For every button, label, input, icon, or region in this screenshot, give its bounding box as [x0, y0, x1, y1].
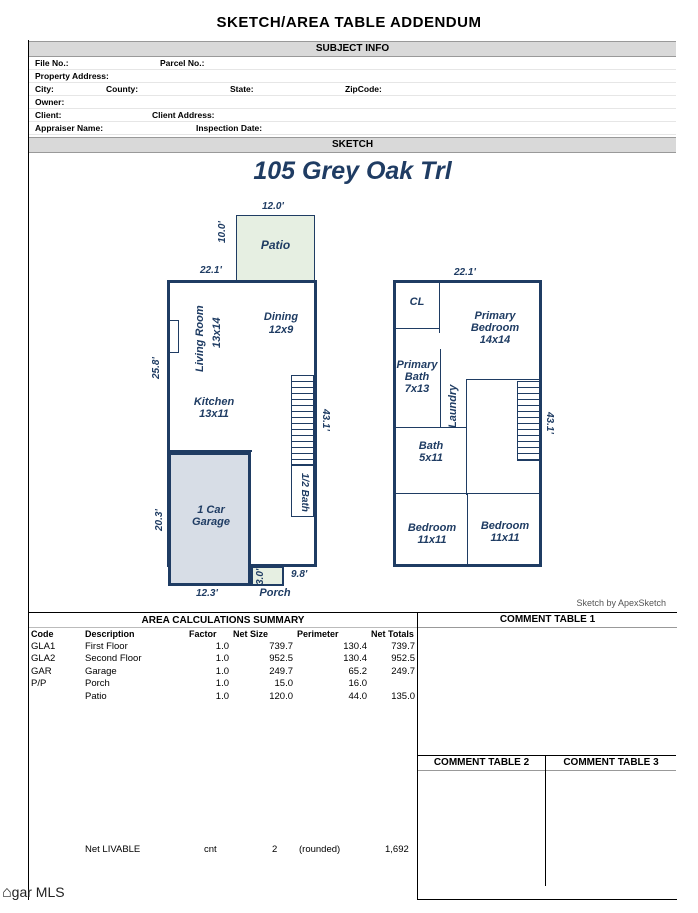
- file-no-label: File No.:: [35, 58, 69, 68]
- wall-bedrooms-split: [467, 493, 468, 564]
- sketch-address: 105 Grey Oak Trl: [253, 157, 452, 185]
- living-room-size: 13x14: [211, 317, 223, 349]
- stairs-second: [517, 381, 540, 461]
- cell-factor: 1.0: [215, 665, 229, 677]
- inspection-date-label: Inspection Date:: [196, 123, 263, 133]
- cl-label: CL: [409, 296, 425, 308]
- area-summary-header-row: [29, 628, 417, 640]
- comment-table-1-title: COMMENT TABLE 1: [418, 613, 677, 628]
- cell-perimeter: 16.0: [348, 678, 367, 690]
- county-label: County:: [106, 84, 139, 94]
- wall-cl-bottom: [396, 328, 440, 329]
- cell-factor: 1.0: [215, 690, 229, 702]
- appraiser-label: Appraiser Name:: [35, 123, 104, 133]
- subject-info-section: [29, 41, 676, 153]
- garage-label-2: Garage: [192, 516, 230, 528]
- comment-table-3-title: COMMENT TABLE 3: [546, 756, 676, 771]
- cell-net-size: 952.5: [269, 653, 293, 665]
- cell-net-total: 135.0: [391, 690, 415, 702]
- porch-height-dim: 3.0': [255, 568, 266, 585]
- second-right-dim: 43.1': [544, 412, 555, 434]
- cell-factor: 1.0: [215, 678, 229, 690]
- cell-code: GLA2: [31, 653, 56, 665]
- bedroom-a-label: Bedroom: [407, 522, 457, 534]
- client-label: Client:: [35, 110, 62, 120]
- net-livable-rounded: (rounded): [299, 844, 341, 855]
- table-row: [29, 678, 417, 691]
- state-label: State:: [230, 84, 254, 94]
- cell-net-total: [369, 678, 417, 691]
- parcel-no-label: Parcel No.:: [160, 58, 205, 68]
- cell-net-size: 739.7: [269, 640, 293, 652]
- table-row: [29, 690, 417, 703]
- garage-bottom-dim: 12.3': [196, 588, 218, 599]
- patio-label: Patio: [260, 238, 291, 252]
- area-summary: [29, 614, 417, 855]
- col-code: Code: [31, 629, 54, 639]
- house-icon: ⌂: [2, 884, 12, 901]
- sketch-area: [29, 147, 676, 612]
- client-address-label: Client Address:: [152, 110, 215, 120]
- garage-left-dim: 20.3': [154, 509, 165, 531]
- kitchen-divider: [168, 450, 252, 452]
- bath-label: Bath: [418, 440, 444, 452]
- comment-table-split: [545, 756, 546, 886]
- primary-bedroom-label-1: Primary: [474, 310, 516, 322]
- wall-cl-right: [439, 283, 440, 333]
- primary-bath-size: 7x13: [404, 383, 430, 395]
- col-perimeter: Perimeter: [297, 629, 339, 639]
- cell-perimeter: 130.4: [343, 640, 367, 652]
- half-bath-label: 1/2 Bath: [299, 472, 310, 512]
- cell-perimeter: 44.0: [348, 690, 367, 702]
- col-factor: Factor: [189, 629, 217, 639]
- area-summary-header: AREA CALCULATIONS SUMMARY: [29, 614, 417, 628]
- col-net-size: Net Size: [233, 629, 269, 639]
- subject-info-header: SUBJECT INFO: [29, 41, 676, 57]
- cell-description: Garage: [85, 665, 117, 677]
- property-address-label: Property Address:: [35, 71, 109, 81]
- watermark-text: gar MLS: [11, 884, 65, 900]
- cell-net-size: 120.0: [269, 690, 293, 702]
- patio-height-dim: 10.0': [217, 221, 228, 243]
- wall-laundry: [466, 379, 467, 495]
- city-label: City:: [35, 84, 54, 94]
- table-row: [29, 665, 417, 678]
- cell-net-size: 15.0: [274, 678, 293, 690]
- info-row-owner: [29, 96, 676, 109]
- bedroom-a-size: 11x11: [417, 534, 447, 546]
- porch-width-dim: 9.8': [291, 569, 308, 580]
- cell-net-size: 249.7: [269, 665, 293, 677]
- cell-description: Second Floor: [85, 653, 142, 665]
- cell-perimeter: 130.4: [343, 653, 367, 665]
- cell-description: First Floor: [85, 640, 128, 652]
- sketch-credit: Sketch by ApexSketch: [576, 598, 666, 608]
- cell-description: Patio: [85, 690, 107, 702]
- col-net-totals: Net Totals: [371, 629, 414, 639]
- net-livable-count: 2: [272, 844, 278, 855]
- kitchen-label: Kitchen: [193, 396, 235, 408]
- cell-factor: 1.0: [215, 640, 229, 652]
- first-top-dim: 22.1': [200, 265, 222, 276]
- primary-bath-label-2: Bath: [404, 371, 430, 383]
- cell-code: GAR: [31, 665, 52, 677]
- first-left-dim: 25.8': [151, 357, 162, 379]
- table-row: [29, 640, 417, 653]
- info-row-appraiser: [29, 122, 676, 135]
- living-room-label: Living Room: [194, 305, 206, 373]
- cell-factor: 1.0: [215, 653, 229, 665]
- bedroom-b-label: Bedroom: [480, 520, 530, 532]
- porch-label: Porch: [259, 587, 291, 599]
- stairs-first: [291, 375, 314, 465]
- cell-code: P/P: [31, 678, 47, 690]
- cell-code: [29, 690, 83, 703]
- laundry-label: Laundry: [447, 384, 459, 428]
- zip-label: ZipCode:: [345, 84, 382, 94]
- sketch-header: SKETCH: [29, 137, 676, 153]
- dining-label: Dining: [263, 311, 299, 323]
- bedroom-b-size: 11x11: [490, 532, 520, 544]
- first-right-dim: 43.1': [320, 409, 331, 431]
- page-title: SKETCH/AREA TABLE ADDENDUM: [216, 14, 482, 31]
- table-row: [29, 653, 417, 666]
- primary-bath-label-1: Primary: [396, 359, 438, 371]
- comment-table-2: [418, 756, 545, 771]
- wall-hall-top: [466, 379, 541, 380]
- cell-description: Porch: [85, 678, 110, 690]
- second-top-dim: 22.1': [454, 267, 476, 278]
- cell-perimeter: 65.2: [348, 665, 367, 677]
- net-livable-total: 1,692: [385, 844, 409, 855]
- owner-label: Owner:: [35, 97, 65, 107]
- info-row-file: [29, 57, 676, 70]
- net-livable-cnt: cnt: [204, 844, 217, 855]
- fireplace-shape: [169, 320, 179, 353]
- patio-width-dim: 12.0': [262, 201, 284, 212]
- net-livable-label: Net LIVABLE: [85, 844, 141, 855]
- mls-watermark: [2, 884, 65, 902]
- info-row-address: [29, 70, 676, 83]
- cell-net-total: 739.7: [391, 640, 415, 652]
- primary-bedroom-label-2: Bedroom: [470, 322, 520, 334]
- col-description: Description: [85, 629, 135, 639]
- dining-size: 12x9: [268, 324, 294, 336]
- info-row-client: [29, 109, 676, 122]
- cell-net-total: 249.7: [391, 665, 415, 677]
- primary-bedroom-size: 14x14: [479, 334, 511, 346]
- garage-label-1: 1 Car: [197, 504, 225, 516]
- area-summary-table: [29, 628, 417, 703]
- info-row-city: [29, 83, 676, 96]
- comment-table-2-title: COMMENT TABLE 2: [418, 756, 545, 771]
- cell-code: GLA1: [31, 640, 56, 652]
- kitchen-size: 13x11: [199, 408, 229, 420]
- comment-table-3: [546, 756, 676, 771]
- bath-size: 5x11: [419, 452, 443, 464]
- cell-net-total: 952.5: [391, 653, 415, 665]
